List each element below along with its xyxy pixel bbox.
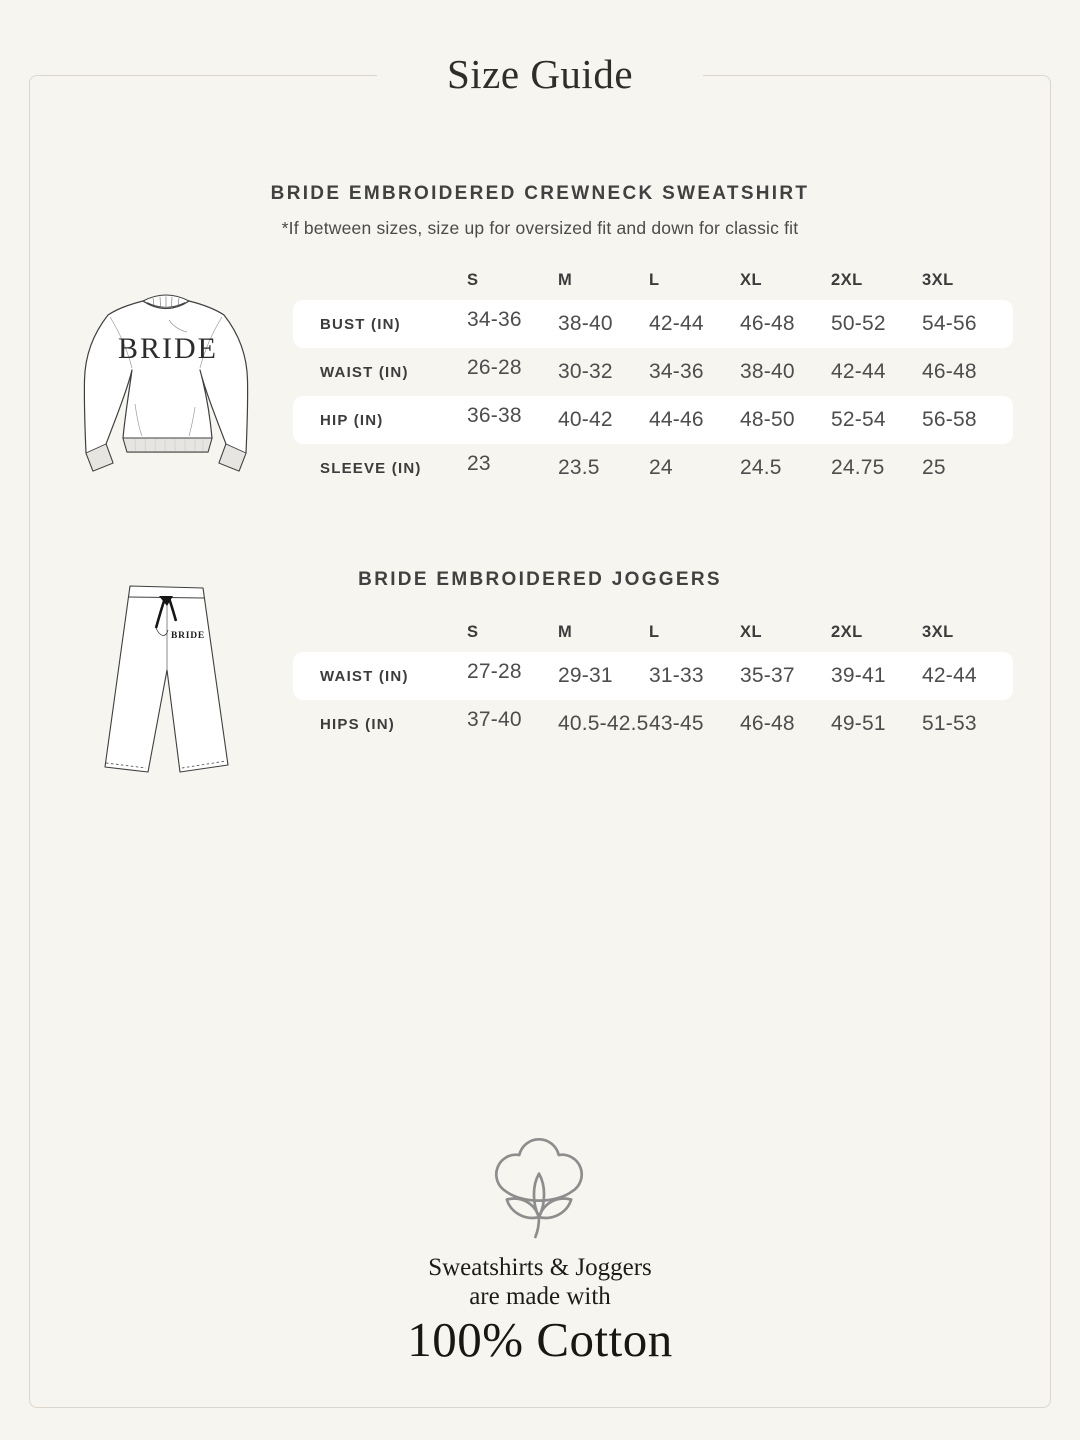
size-value: 54-56 xyxy=(922,312,977,335)
size-value: 42-44 xyxy=(922,664,977,687)
size-value: 42-44 xyxy=(831,360,886,383)
size-value: 37-40 xyxy=(467,708,522,731)
size-value: 24 xyxy=(649,456,673,479)
footer-material-text xyxy=(0,1253,1080,1311)
sweatshirt-illustration xyxy=(83,292,249,472)
joggers-body xyxy=(105,586,228,772)
measurement-row-label: WAIST (IN) xyxy=(320,667,409,685)
joggers-section-heading: BRIDE EMBROIDERED JOGGERS xyxy=(358,569,722,590)
size-value: 31-33 xyxy=(649,664,704,687)
measurement-row-label: WAIST (IN) xyxy=(320,363,409,381)
size-column-header: S xyxy=(467,622,479,641)
measurement-row xyxy=(293,700,1013,748)
sizing-note: *If between sizes, size up for oversized fit and down for classic fit xyxy=(281,218,799,238)
size-value: 46-48 xyxy=(922,360,977,383)
size-value: 34-36 xyxy=(649,360,704,383)
size-value: 26-28 xyxy=(467,356,522,379)
size-value: 52-54 xyxy=(831,408,886,431)
size-value: 25 xyxy=(922,456,946,479)
footer-line-2: are made with xyxy=(469,1283,611,1310)
size-column-header: L xyxy=(649,270,660,289)
size-column-header: 3XL xyxy=(922,270,954,289)
size-value: 36-38 xyxy=(467,404,522,427)
size-value: 27-28 xyxy=(467,660,522,683)
cotton-flower-icon xyxy=(487,1127,591,1239)
size-value: 34-36 xyxy=(467,308,522,331)
size-value: 50-52 xyxy=(831,312,886,335)
measurement-row xyxy=(293,444,1013,492)
size-value: 23.5 xyxy=(558,456,600,479)
size-column-header: M xyxy=(558,270,573,289)
joggers-hip-text: BRIDE xyxy=(170,631,206,641)
measurement-row xyxy=(293,300,1013,348)
size-column-header: 2XL xyxy=(831,622,863,641)
size-value: 49-51 xyxy=(831,712,886,735)
size-value: 51-53 xyxy=(922,712,977,735)
size-column-header: XL xyxy=(740,270,763,289)
size-value: 56-58 xyxy=(922,408,977,431)
size-column-header: M xyxy=(558,622,573,641)
size-value: 30-32 xyxy=(558,360,613,383)
size-value: 29-31 xyxy=(558,664,613,687)
size-value: 40-42 xyxy=(558,408,613,431)
measurement-row-label: BUST (IN) xyxy=(320,315,401,333)
page-title: Size Guide xyxy=(377,50,703,98)
size-value: 44-46 xyxy=(649,408,704,431)
size-value: 46-48 xyxy=(740,312,795,335)
size-value: 38-40 xyxy=(740,360,795,383)
cotton-stem xyxy=(535,1217,539,1237)
size-value: 42-44 xyxy=(649,312,704,335)
size-value: 24.75 xyxy=(831,456,885,479)
size-column-header: S xyxy=(467,270,479,289)
size-value: 35-37 xyxy=(740,664,795,687)
measurement-row xyxy=(293,396,1013,444)
size-table-header-row xyxy=(293,260,1013,300)
size-value: 43-45 xyxy=(649,712,704,735)
sweatshirt-chest-text: BRIDE xyxy=(118,332,218,365)
measurement-row xyxy=(293,652,1013,700)
measurement-row-label: HIPS (IN) xyxy=(320,715,395,733)
size-table-header-row xyxy=(293,612,1013,652)
sweatshirt-size-table xyxy=(293,260,1013,492)
measurement-row-label: HIP (IN) xyxy=(320,411,384,429)
footer-line-1: Sweatshirts & Joggers xyxy=(428,1254,652,1281)
size-value: 46-48 xyxy=(740,712,795,735)
joggers-size-table xyxy=(293,612,1013,748)
size-value: 39-41 xyxy=(831,664,886,687)
size-value: 40.5-42.5 xyxy=(558,712,649,735)
sweatshirt-section-heading: BRIDE EMBROIDERED CREWNECK SWEATSHIRT xyxy=(270,183,810,204)
measurement-row-label: SLEEVE (IN) xyxy=(320,459,422,477)
size-column-header: 3XL xyxy=(922,622,954,641)
size-column-header: XL xyxy=(740,622,763,641)
measurement-row xyxy=(293,348,1013,396)
footer-cotton-headline: 100% Cotton xyxy=(407,1312,673,1367)
size-value: 38-40 xyxy=(558,312,613,335)
size-value: 48-50 xyxy=(740,408,795,431)
sweatshirt-hem-band xyxy=(123,438,212,452)
size-column-header: 2XL xyxy=(831,270,863,289)
size-column-header: L xyxy=(649,622,660,641)
size-value: 24.5 xyxy=(740,456,782,479)
cotton-boll xyxy=(496,1139,581,1200)
size-value: 23 xyxy=(467,452,491,475)
joggers-illustration xyxy=(104,582,229,777)
